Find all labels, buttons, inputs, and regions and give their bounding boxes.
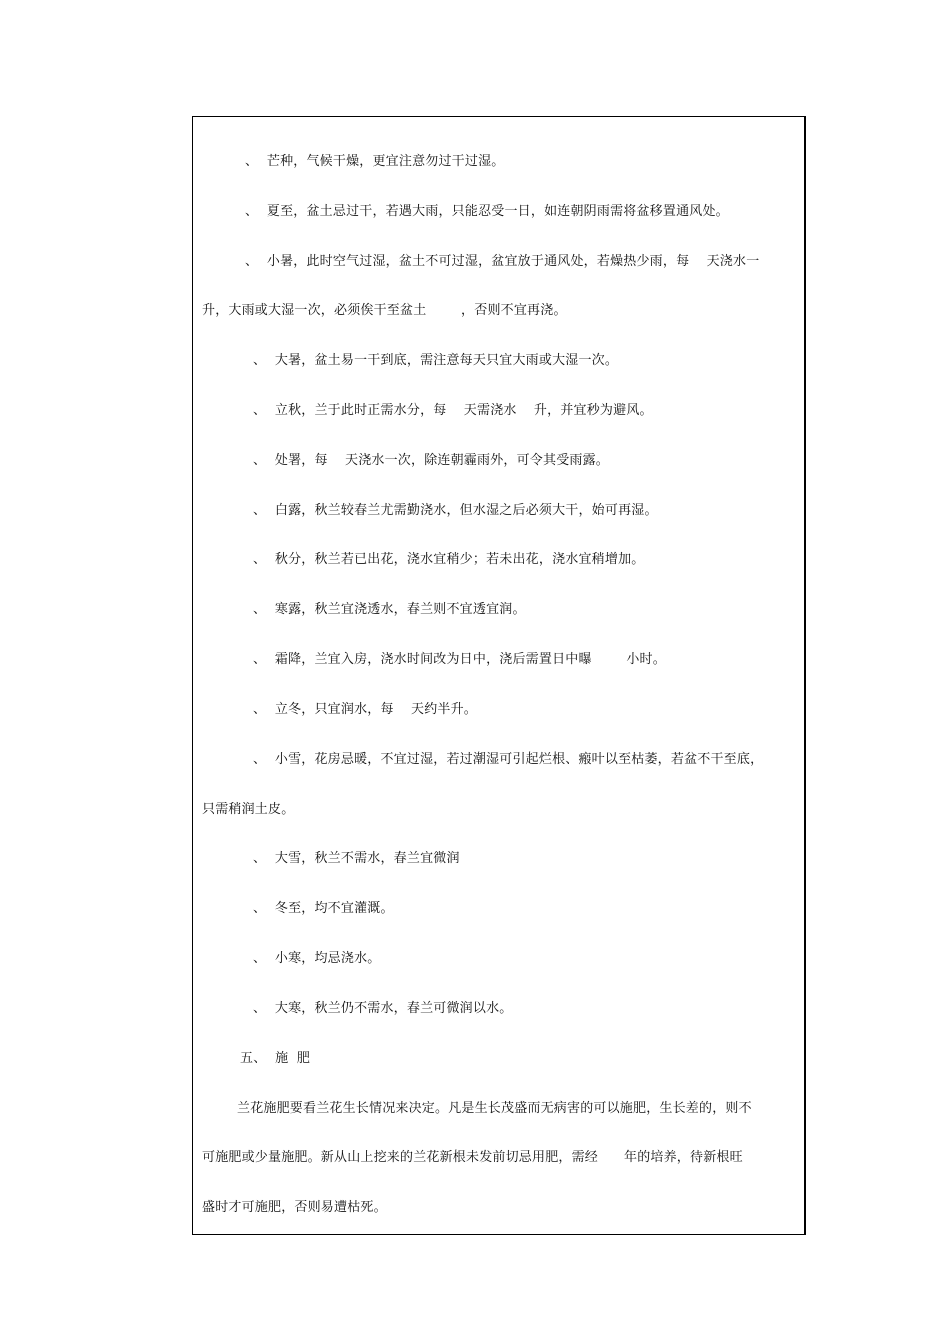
- paragraph-line-2: 可施肥或少量施肥。新从山上挖来的兰花新根未发前切忌用肥，需经 年的培养，待新根旺: [202, 1150, 743, 1165]
- text-line-hanlu: 、 寒露，秋兰宜浇透水，春兰则不宜透宜润。: [253, 602, 526, 617]
- text-line-bailu: 、 白露，秋兰较春兰尤需勤浇水，但水湿之后必须大干，始可再湿。: [253, 503, 658, 518]
- paragraph-line-3: 盛时才可施肥，否则易遭枯死。: [202, 1200, 387, 1215]
- paragraph-line-1: 兰花施肥要看兰花生长情况来决定。凡是生长茂盛而无病害的可以施肥，生长差的，则不: [237, 1101, 752, 1116]
- text-line-dashu: 、 大暑，盆土易一干到底，需注意每天只宜大雨或大湿一次。: [253, 353, 619, 368]
- text-line-liqiu: 、 立秋，兰于此时正需水分，每 天需浇水 升，并宜秒为避风。: [253, 403, 653, 418]
- text-line-xiazhi: 、 夏至，盆土忌过干，若遇大雨，只能忍受一日，如连朝阴雨需将盆移置通风处。: [245, 204, 729, 219]
- text-line-mangzhong: 、 芒种，气候干燥，更宜注意勿过干过湿。: [245, 154, 505, 169]
- text-line-xiaoxue-cont: 只需稍润土皮。: [202, 802, 295, 817]
- text-line-shuangjiang: 、 霜降，兰宜入房，浇水时间改为日中，浇后需置日中曝 小时。: [253, 652, 666, 667]
- text-line-qiufen: 、 秋分，秋兰若已出花，浇水宜稍少；若未出花，浇水宜稍增加。: [253, 552, 645, 567]
- text-line-dongzhi: 、 冬至，均不宜灌溉。: [253, 901, 394, 916]
- section-heading-fertilizing: 五、 施 肥: [240, 1051, 311, 1066]
- text-line-lidong: 、 立冬，只宜润水，每 天约半升。: [253, 702, 477, 717]
- document-frame: [192, 116, 806, 1235]
- text-line-daxue: 、 大雪，秋兰不需水，春兰宜微润: [253, 851, 460, 866]
- text-line-xiaoxue: 、 小雪，花房忌暖，不宜过湿，若过潮湿可引起烂根、瘢叶以至枯萎，若盆不干至底，: [253, 752, 764, 767]
- text-line-xiaohan: 、 小寒，均忌浇水。: [253, 951, 381, 966]
- text-line-xiaoshu: 、 小暑，此时空气过湿，盆土不可过湿，盆宜放于通风处，若燥热少雨，每 天浇水一: [245, 254, 760, 269]
- text-line-dahan: 、 大寒，秋兰仍不需水，春兰可微润以水。: [253, 1001, 513, 1016]
- text-line-chushu: 、 处署，每 天浇水一次，除连朝霾雨外，可令其受雨露。: [253, 453, 609, 468]
- text-line-xiaoshu-cont: 升，大雨或大湿一次，必须俟干至盆土 ，否则不宜再浇。: [202, 303, 567, 318]
